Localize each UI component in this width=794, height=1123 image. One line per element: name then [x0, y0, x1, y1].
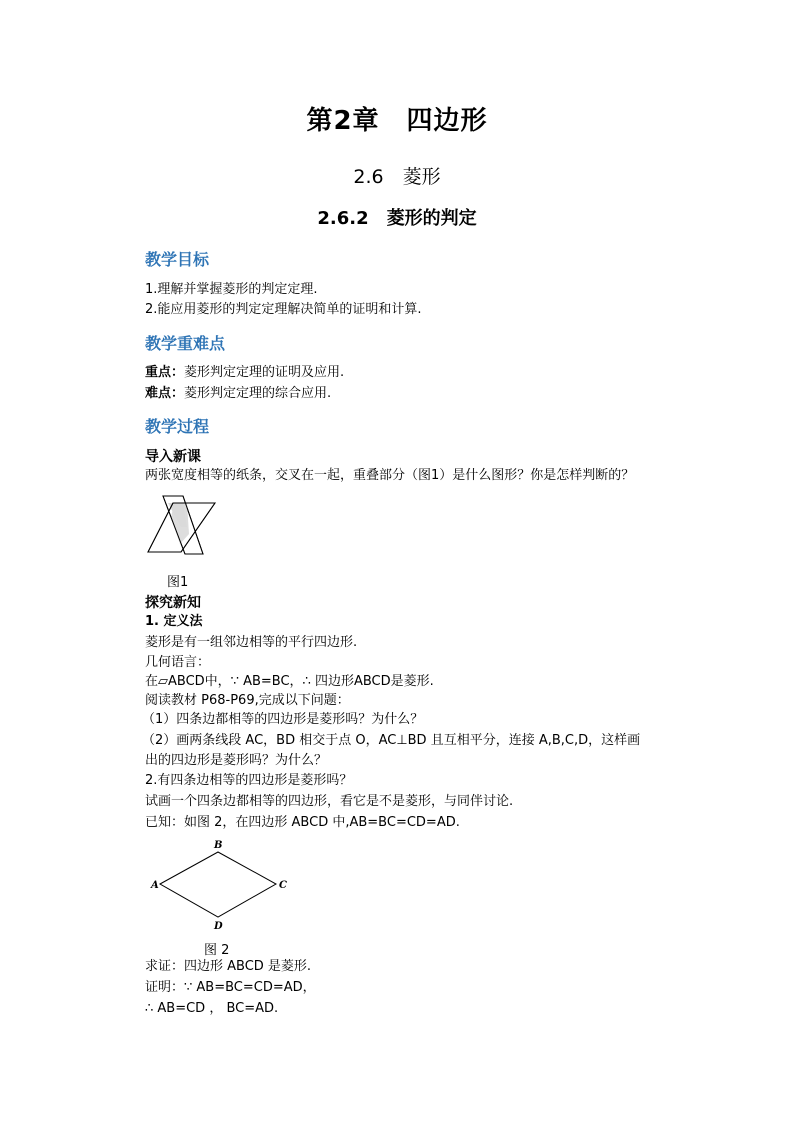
proof-line-1: 证明：∵ AB=BC=CD=AD，	[145, 980, 316, 995]
question-1: （1）四条边都相等的四边形是菱形吗？为什么？	[142, 712, 424, 727]
method2-question: 2.有四条边相等的四边形是菱形吗？	[145, 773, 353, 788]
question-2-line-1: （2）画两条线段 AC，BD 相交于点 O，AC⊥BD 且互相平分，连接 A,B,C,D，这样画	[142, 733, 641, 748]
objective-item-1: 1.理解并掌握菱形的判定定理.	[145, 282, 318, 297]
geometry-language-label: 几何语言：	[145, 655, 211, 670]
definition-text: 菱形是有一组邻边相等的平行四边形.	[145, 635, 358, 650]
vertex-label-c: C	[279, 880, 287, 891]
objective-item-2: 2.能应用菱形的判定定理解决简单的证明和计算.	[145, 302, 422, 317]
question-2-line-2: 出的四边形是菱形吗？为什么？	[145, 753, 328, 768]
difficult-point-line	[145, 385, 331, 403]
intro-heading: 导入新课	[145, 449, 201, 465]
vertex-label-b: B	[214, 840, 223, 851]
known-statement: 已知：如图 2，在四边形 ABCD 中,AB=BC=CD=AD.	[145, 815, 460, 830]
difficult-point-text: 菱形判定定理的综合应用.	[184, 386, 332, 401]
key-point-label: 重点：	[145, 365, 185, 380]
explore-heading: 探究新知	[145, 595, 201, 611]
figure1-crossed-strips	[145, 494, 220, 560]
method1-heading: 1. 定义法	[145, 614, 203, 629]
intro-text: 两张宽度相等的纸条，交叉在一起，重叠部分（图1）是什么图形？你是怎样判断的？	[145, 468, 635, 483]
reading-task: 阅读教材 P68-P69,完成以下问题：	[145, 693, 350, 708]
figure2-rhombus	[148, 838, 293, 933]
objectives-heading: 教学目标	[145, 250, 210, 269]
figure1-caption: 图1	[167, 575, 189, 590]
geometry-language-text: 在▱ABCD中，∵ AB=BC，∴ 四边形ABCD是菱形.	[145, 674, 434, 689]
key-points-heading: 教学重难点	[145, 334, 226, 353]
figure2-caption: 图 2	[204, 943, 230, 958]
vertex-label-a: A	[151, 880, 159, 891]
proof-line-2: ∴ AB=CD ， BC=AD.	[145, 1001, 279, 1016]
key-point-text: 菱形判定定理的证明及应用.	[184, 365, 345, 380]
prove-statement: 求证：四边形 ABCD 是菱形.	[145, 959, 312, 974]
subsection-title: 2.6.2 菱形的判定	[317, 208, 477, 229]
section-title: 2.6 菱形	[353, 166, 441, 188]
chapter-title: 第2章 四边形	[306, 106, 488, 136]
rhombus-abcd	[160, 852, 276, 917]
difficult-point-label: 难点：	[145, 386, 185, 401]
process-heading: 教学过程	[145, 417, 210, 436]
key-point-line	[145, 364, 344, 382]
method2-task: 试画一个四条边都相等的四边形，看它是不是菱形，与同伴讨论.	[145, 794, 514, 809]
vertex-label-d: D	[214, 921, 223, 932]
